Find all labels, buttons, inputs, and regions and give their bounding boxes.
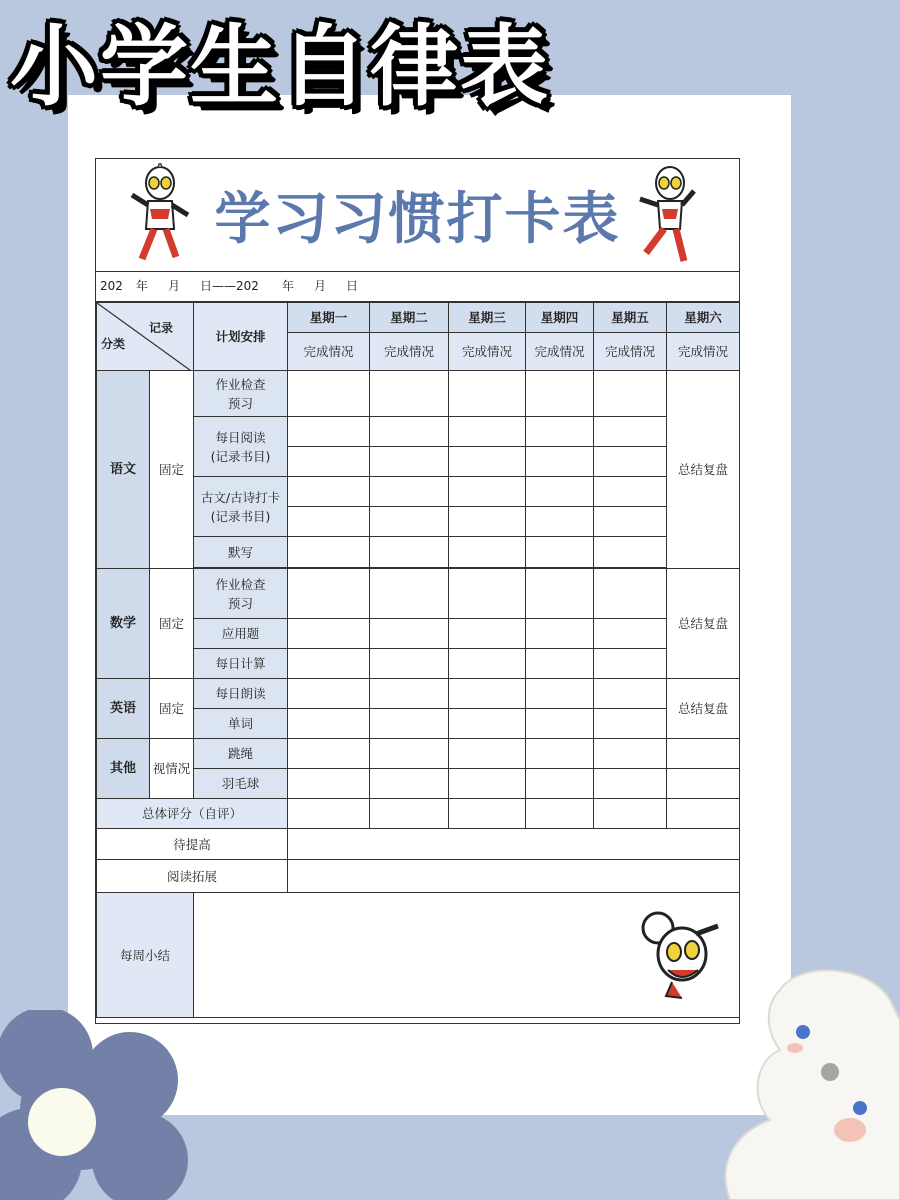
- plan-other-badminton: 羽毛球: [194, 769, 288, 799]
- check-cell[interactable]: [288, 569, 370, 619]
- check-cell[interactable]: [594, 739, 667, 769]
- check-cell[interactable]: [449, 769, 526, 799]
- header-day-sat: 星期六: [667, 303, 740, 333]
- check-cell[interactable]: [526, 507, 594, 537]
- plan-math-calc: 每日计算: [194, 649, 288, 679]
- check-cell[interactable]: [526, 569, 594, 619]
- plan-english-read-aloud: 每日朗读: [194, 679, 288, 709]
- plan-line: 作业检查: [215, 576, 266, 592]
- reading-ext-label: 阅读拓展: [97, 860, 288, 893]
- check-cell[interactable]: [288, 537, 370, 568]
- check-cell[interactable]: [370, 569, 449, 619]
- plan-other-rope: 跳绳: [194, 739, 288, 769]
- check-cell[interactable]: [526, 477, 594, 507]
- sheet-title: 学习习惯打卡表: [214, 187, 621, 252]
- check-cell[interactable]: [526, 769, 594, 799]
- check-cell[interactable]: [288, 769, 370, 799]
- check-cell[interactable]: [594, 417, 667, 447]
- check-cell[interactable]: [594, 649, 667, 679]
- check-cell[interactable]: [449, 679, 526, 709]
- date-year-label-2: 年: [282, 279, 295, 293]
- header-category-cell: [97, 303, 194, 371]
- summary-review-chinese: 总结复盘: [667, 371, 740, 569]
- plan-line: (记录书目): [210, 448, 271, 464]
- check-cell[interactable]: [370, 679, 449, 709]
- check-cell[interactable]: [526, 799, 594, 829]
- status-fri: 完成情况: [594, 333, 667, 371]
- header-day-thu: 星期四: [526, 303, 594, 333]
- plan-chinese-reading: [194, 417, 288, 477]
- check-cell[interactable]: [594, 477, 667, 507]
- date-day-label: 日——202: [200, 279, 259, 293]
- weekly-summary-label: 每周小结: [97, 893, 194, 1018]
- check-cell[interactable]: [526, 417, 594, 447]
- check-cell[interactable]: [449, 371, 526, 417]
- header-plan: 计划安排: [194, 303, 288, 371]
- check-cell[interactable]: [370, 799, 449, 829]
- check-cell[interactable]: [449, 709, 526, 739]
- status-wed: 完成情况: [449, 333, 526, 371]
- improve-input[interactable]: [288, 829, 740, 860]
- plan-chinese-homework: [194, 371, 288, 417]
- check-cell[interactable]: [449, 799, 526, 829]
- check-cell[interactable]: [288, 447, 370, 477]
- date-day-label-2: 日: [346, 279, 359, 293]
- check-cell[interactable]: [449, 739, 526, 769]
- check-cell[interactable]: [288, 649, 370, 679]
- habit-sheet: [95, 158, 740, 1024]
- ultraman-right-icon: [636, 161, 698, 265]
- plan-line: 古文/古诗打卡: [200, 489, 281, 505]
- check-cell[interactable]: [288, 619, 370, 649]
- check-cell[interactable]: [667, 799, 740, 829]
- check-cell[interactable]: [288, 799, 370, 829]
- check-cell[interactable]: [370, 371, 449, 417]
- plan-chinese-poem: [194, 477, 288, 537]
- check-cell[interactable]: [667, 769, 740, 799]
- check-cell[interactable]: [288, 507, 370, 537]
- status-thu: 完成情况: [526, 333, 594, 371]
- plan-line: 每日阅读: [215, 429, 266, 445]
- check-cell[interactable]: [526, 649, 594, 679]
- self-eval-label: 总体评分（自评）: [97, 799, 288, 829]
- date-month-label: 月: [168, 279, 181, 293]
- subject-other: 其他: [97, 739, 150, 799]
- subject-chinese: 语文: [97, 371, 150, 569]
- check-cell[interactable]: [370, 537, 449, 568]
- plan-line: 预习: [227, 595, 253, 611]
- subject-english: 英语: [97, 679, 150, 739]
- check-cell[interactable]: [526, 709, 594, 739]
- plan-chinese-dictation: 默写: [194, 537, 288, 568]
- check-cell[interactable]: [449, 537, 526, 568]
- freq-chinese: 固定: [150, 371, 194, 569]
- check-cell[interactable]: [370, 507, 449, 537]
- check-cell[interactable]: [594, 769, 667, 799]
- check-cell[interactable]: [594, 447, 667, 477]
- check-cell[interactable]: [370, 739, 449, 769]
- check-cell[interactable]: [667, 739, 740, 769]
- check-cell[interactable]: [370, 619, 449, 649]
- improve-label: 待提高: [97, 829, 288, 860]
- check-cell[interactable]: [370, 649, 449, 679]
- subject-math: 数学: [97, 569, 150, 679]
- header-record-label: 记录: [148, 321, 173, 335]
- check-cell[interactable]: [594, 799, 667, 829]
- sheet-header: [96, 159, 739, 272]
- plan-line: 预习: [227, 395, 253, 411]
- plan-math-applied: 应用题: [194, 619, 288, 649]
- check-cell[interactable]: [594, 537, 667, 568]
- check-cell[interactable]: [449, 619, 526, 649]
- header-day-fri: 星期五: [594, 303, 667, 333]
- plan-english-words: 单词: [194, 709, 288, 739]
- check-cell[interactable]: [288, 739, 370, 769]
- check-cell[interactable]: [370, 709, 449, 739]
- check-cell[interactable]: [449, 447, 526, 477]
- cloud-mascot-decoration: [720, 960, 900, 1200]
- status-mon: 完成情况: [288, 333, 370, 371]
- check-cell[interactable]: [288, 417, 370, 447]
- check-cell[interactable]: [526, 619, 594, 649]
- summary-review-math: 总结复盘: [667, 569, 740, 679]
- check-cell[interactable]: [526, 739, 594, 769]
- check-cell[interactable]: [594, 507, 667, 537]
- check-cell[interactable]: [449, 649, 526, 679]
- status-sat: 完成情况: [667, 333, 740, 371]
- date-month-label-2: 月: [314, 279, 327, 293]
- date-year-label: 年: [136, 279, 149, 293]
- check-cell[interactable]: [526, 679, 594, 709]
- flower-decoration: [0, 1010, 200, 1200]
- header-category-label: 分类: [101, 337, 126, 351]
- reading-ext-input[interactable]: [288, 860, 740, 893]
- date-year-start: 202: [100, 279, 123, 293]
- check-cell[interactable]: [449, 569, 526, 619]
- plan-line: 作业检查: [215, 376, 266, 392]
- check-cell[interactable]: [449, 417, 526, 447]
- check-cell[interactable]: [370, 447, 449, 477]
- check-cell[interactable]: [288, 679, 370, 709]
- check-cell[interactable]: [449, 477, 526, 507]
- header-day-wed: 星期三: [449, 303, 526, 333]
- freq-english: 固定: [150, 679, 194, 739]
- plan-math-homework: [194, 569, 288, 619]
- check-cell[interactable]: [526, 447, 594, 477]
- header-day-tue: 星期二: [370, 303, 449, 333]
- check-cell[interactable]: [449, 507, 526, 537]
- check-cell[interactable]: [370, 417, 449, 447]
- check-cell[interactable]: [594, 709, 667, 739]
- header-day-mon: 星期一: [288, 303, 370, 333]
- check-cell[interactable]: [370, 477, 449, 507]
- plan-line: (记录书目): [210, 508, 271, 524]
- check-cell[interactable]: [594, 371, 667, 417]
- check-cell[interactable]: [526, 537, 594, 568]
- check-cell[interactable]: [288, 371, 370, 417]
- check-cell[interactable]: [370, 769, 449, 799]
- check-cell[interactable]: [594, 679, 667, 709]
- page-title: 小学生自律表: [10, 15, 551, 118]
- check-cell[interactable]: [594, 619, 667, 649]
- freq-other: 视情况: [150, 739, 194, 799]
- check-cell[interactable]: [288, 709, 370, 739]
- freq-math: 固定: [150, 569, 194, 679]
- ultraman-ball-icon: [638, 908, 724, 1000]
- check-cell[interactable]: [594, 569, 667, 619]
- check-cell[interactable]: [526, 371, 594, 417]
- status-tue: 完成情况: [370, 333, 449, 371]
- summary-review-english: 总结复盘: [667, 679, 740, 739]
- check-cell[interactable]: [288, 477, 370, 507]
- date-range-row: [96, 272, 739, 302]
